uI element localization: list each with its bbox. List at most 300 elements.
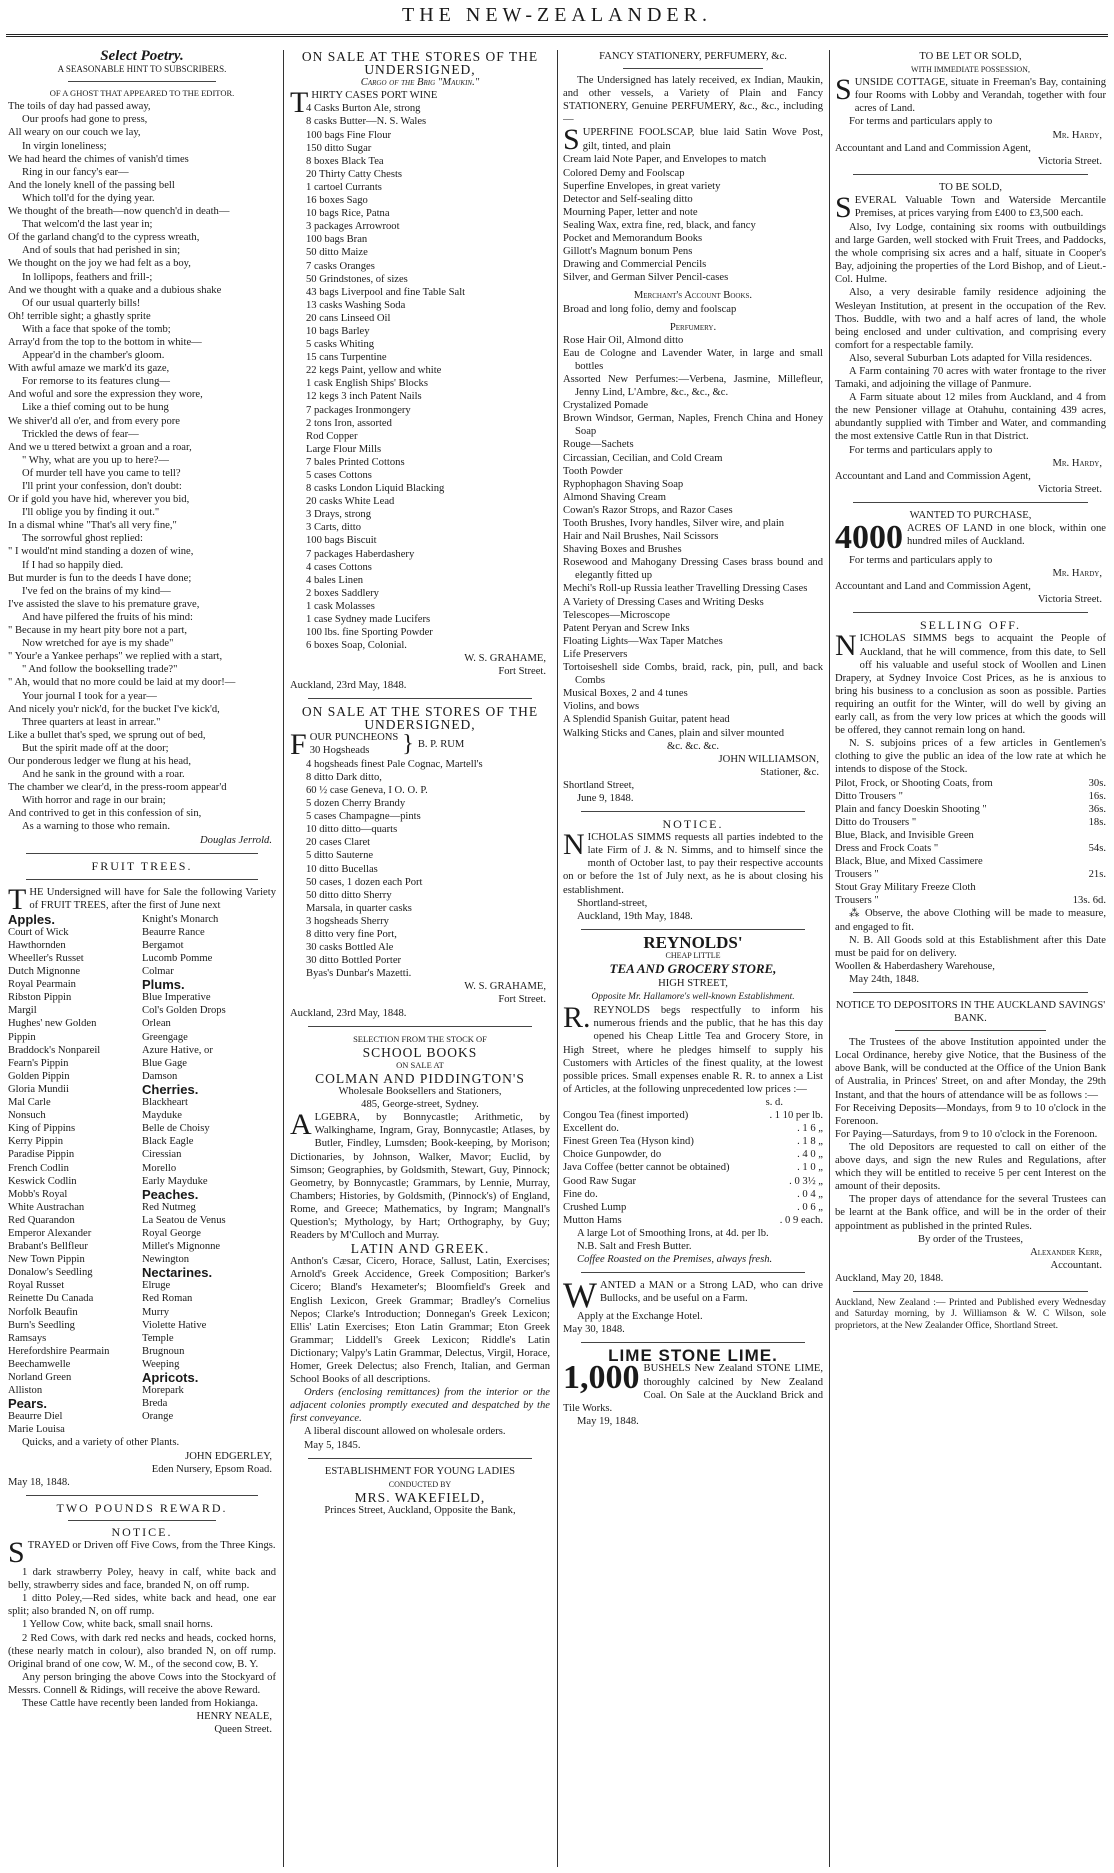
- sale-item: 100 bags Bran: [306, 234, 368, 246]
- drop-cap: T: [290, 86, 309, 120]
- strayed-item: 1 dark strawberry Poley, heavy in calf, white back and belly, strawberry sides and face, branded N, on off rump.: [8, 1567, 276, 1592]
- poem-line: I've fed on the brains of my kind—: [22, 585, 171, 597]
- fruit-item: Marie Louisa: [8, 1424, 65, 1436]
- price-row: [563, 1188, 823, 1201]
- want-sig-name: Mr. Hardy,: [1052, 568, 1102, 580]
- fruit-item: King of Pippins: [8, 1123, 76, 1135]
- fruit-item: Royal Russet: [8, 1280, 65, 1292]
- perfumery-item: A Variety of Dressing Cases and Writing Desks: [563, 596, 764, 608]
- fruit-item: Newington: [142, 1254, 190, 1266]
- drop-cap: F: [290, 727, 307, 761]
- fruit-item: Black Eagle: [142, 1136, 194, 1148]
- sell-observe: ⁂ Observe, the above Clothing will be made to measure, and engaged to fit.: [835, 908, 1106, 933]
- fancy-first: UPERFINE FOOLSCAP, blue laid Satin Wove Post, gilt, tinted, and plain: [582, 127, 823, 152]
- fruit-item: Norfolk Beaufin: [8, 1306, 78, 1318]
- reynolds-street: HIGH STREET,: [658, 978, 728, 990]
- column-4: [835, 50, 1106, 1867]
- sale1-first: HIRTY CASES PORT WINE: [311, 90, 438, 102]
- price-row-label: Ditto Trousers ": [835, 790, 903, 802]
- lime-title: LIME STONE LIME.: [608, 1346, 778, 1366]
- fruit-item: Morepark: [142, 1385, 184, 1397]
- lime-date: May 19, 1848.: [577, 1415, 639, 1427]
- depositors-receive: For Receiving Deposits—Mondays, from 9 to 10 o'clock in the Forenoon.: [835, 1102, 1106, 1127]
- price-row-value: 18s.: [1088, 816, 1106, 828]
- reynolds-sd: s. d.: [765, 1096, 783, 1108]
- sale-item: 7 packages Haberdashery: [306, 548, 415, 560]
- sale-item: 5 cases Champagne—pints: [306, 811, 421, 823]
- stationery-item: Silver, and German Silver Pencil-cases: [563, 272, 729, 284]
- stationery-item: Cream laid Note Paper, and Envelopes to match: [563, 154, 767, 166]
- depositors-p3: The proper days of attendance for the several Trustees can be learnt at the Bank office, and will be in the order of their appointment as published in the printed Rules.: [835, 1194, 1106, 1232]
- sale-item: 150 ditto Sugar: [306, 142, 372, 154]
- masthead-rule: [6, 34, 1108, 37]
- perfumery-item: Brown Windsor, German, Naples, French China and Honey Soap: [563, 413, 823, 438]
- sale-item: 3 packages Arrowroot: [306, 221, 400, 233]
- sale-item: 6 boxes Soap, Colonial.: [306, 640, 407, 652]
- column-3: [563, 50, 823, 1867]
- poem-line: We had heard the chimes of vanish'd times: [8, 153, 189, 165]
- column-divider: [283, 50, 284, 1867]
- poem-line: Our ponderous ledger we flung at his head,: [8, 755, 191, 767]
- books-address: 485, George-street, Sydney.: [361, 1099, 479, 1111]
- fruit-intro: HE Undersigned will have for Sale the following Variety of FRUIT TREES, after the first of June next: [29, 886, 276, 911]
- fruit-list-left: [8, 913, 142, 1437]
- fruit-item: Court of Wick: [8, 926, 69, 938]
- sale-item: 100 bags Biscuit: [306, 535, 377, 547]
- price-row: [563, 1175, 823, 1188]
- poem-line: And have pilfered the fruits of his mind:: [22, 611, 193, 623]
- fruit-item: Burn's Seedling: [8, 1319, 75, 1331]
- sell-warehouse: Woollen & Haberdashery Warehouse,: [835, 960, 995, 972]
- stationery-item: Colored Demy and Foolscap: [563, 167, 685, 179]
- fruit-item: Beechamwelle: [8, 1358, 71, 1370]
- sale-item: 8 ditto Dark ditto,: [306, 771, 382, 783]
- perfumery-item: Telescopes—Microscope: [563, 609, 670, 621]
- sale-item: 5 casks Whiting: [306, 339, 375, 351]
- strayed-item: Any person bringing the above Cows into the Stockyard of Messrs. Connell & Ridings, will receive the above Reward.: [8, 1671, 276, 1696]
- fruit-item: Beaurre Diel: [8, 1411, 63, 1423]
- price-row: [835, 881, 1106, 894]
- notice-text: ICHOLAS SIMMS requests all parties indebted to the late Firm of J. & N. Simms, and to himself since the month of October last, to pay their respective accounts on or before the 1st of July next, as he is about closing his establishment.: [563, 832, 823, 896]
- poem-line: And contrived to get in this confession of sin,: [8, 808, 202, 820]
- sale-item: 5 ditto Sauterne: [306, 850, 374, 862]
- strayed-address: Queen Street.: [214, 1724, 272, 1736]
- reward-title: TWO POUNDS REWARD.: [56, 1500, 228, 1515]
- poem-line: Which toll'd for the dying year.: [22, 192, 155, 204]
- sale-item: 20 cans Linseed Oil: [306, 312, 391, 324]
- est-conducted: CONDUCTED BY: [388, 1479, 452, 1489]
- fruit-item: Orlean: [142, 1018, 171, 1030]
- fruit-item: Golden Pippin: [8, 1070, 70, 1082]
- reynolds-sub: CHEAP LITTLE: [665, 950, 721, 960]
- lime-text: BUSHELS New Zealand STONE LIME, thoroughly calcined by New Zealand Coal. On Sale at the Auckland Brick and Tile Works.: [563, 1363, 823, 1414]
- price-row-value: . 0 6 „: [797, 1201, 823, 1213]
- sell-title: SELLING OFF.: [919, 618, 1022, 633]
- fruit-item: Margil: [8, 1005, 37, 1017]
- poem-line: Of the garland chang'd to the cypress wreath,: [8, 232, 200, 244]
- fruit-item: Lucomb Pomme: [142, 953, 213, 964]
- perfumery-item: Cowan's Razor Strops, and Razor Cases: [563, 504, 733, 516]
- price-row-label: Stout Gray Military Freeze Cloth: [835, 882, 976, 894]
- sale-item: 20 cases Claret: [306, 837, 371, 849]
- drop-cap: N: [835, 629, 857, 663]
- price-row-label: Trousers ": [835, 895, 879, 907]
- sold-apply: For terms and particulars apply to: [849, 444, 993, 456]
- fruit-item: Brugnoun: [142, 1345, 185, 1357]
- poem-line: The chamber we clear'd, in the press-room appear'd: [8, 782, 227, 794]
- fruit-item: Colmar: [142, 966, 174, 978]
- perfumery-item: Eau de Cologne and Lavender Water, in large and small bottles: [563, 347, 823, 372]
- want-sig-title: Accountant and Land and Commission Agent,: [835, 581, 1031, 593]
- reynolds-title2: TEA AND GROCERY STORE,: [609, 961, 777, 976]
- sale1-subtitle: Cargo of the Brig "Maukin.": [360, 77, 480, 89]
- price-row-label: Fine do.: [563, 1188, 598, 1200]
- sale2-first2: 30 Hogsheads: [309, 744, 370, 756]
- poem-line: We thought on the joy we had felt as a boy,: [8, 258, 191, 270]
- poem-line: Our proofs had gone to press,: [22, 114, 148, 126]
- poem-author: Douglas Jerrold.: [200, 834, 272, 846]
- poem-line: With awful amaze we mark'd its gaze,: [8, 363, 170, 375]
- fruit-item: Millet's Mignonne: [142, 1241, 221, 1253]
- poem-line: Appear'd in the chamber's gloom.: [22, 350, 165, 362]
- drop-cap: W: [563, 1275, 597, 1316]
- sale2-date: Auckland, 23rd May, 1848.: [290, 1007, 407, 1019]
- sale-item: 100 bags Fine Flour: [306, 129, 392, 141]
- poem-line: Now wretched for aye is my shade": [22, 638, 174, 650]
- fruit-item: Dutch Mignonne: [8, 966, 81, 978]
- sale-item: 5 cases Cottons: [306, 470, 372, 481]
- sale-item: 60 ½ case Geneva, I O. O. P.: [306, 784, 428, 796]
- est-name: MRS. WAKEFIELD,: [354, 1489, 486, 1505]
- price-row-label: Black, Blue, and Mixed Cassimere: [835, 856, 983, 868]
- want-title: WANTED TO PURCHASE,: [909, 509, 1032, 521]
- fruit-item: Belle de Choisy: [142, 1123, 210, 1135]
- poem-line: I've assisted the slave to his premature grave,: [8, 598, 200, 610]
- drop-cap: R.: [563, 1001, 591, 1035]
- price-row: [835, 894, 1106, 907]
- price-row-value: . 0 3½ „: [789, 1175, 823, 1187]
- fancy-intro: The Undersigned has lately received, ex Indian, Maukin, and other vessels, a Variety of Plain and Fancy STATIONERY, Genuine PERFUMERY, &c., &c., including—: [563, 75, 823, 126]
- fruit-item: Reinette Du Canada: [8, 1293, 94, 1305]
- perfumery-item: Ryphophagon Shaving Soap: [563, 478, 684, 490]
- sale-item: 1 case Sydney made Lucifers: [306, 614, 431, 626]
- perfumery-item: Rose Hair Oil, Almond ditto: [563, 334, 684, 346]
- price-row: [835, 868, 1106, 881]
- price-row-value: . 0 9 each.: [779, 1214, 823, 1226]
- lime-quantity: 1,000: [563, 1359, 640, 1397]
- perfumery-item: Tortoiseshell side Combs, braid, rack, pin, pull, and back Combs: [563, 662, 823, 687]
- fruit-address: Eden Nursery, Epsom Road.: [151, 1463, 272, 1475]
- fruit-item: Red Roman: [142, 1293, 193, 1305]
- sale-item: 13 casks Washing Soda: [306, 299, 406, 311]
- price-row-value: . 1 8 „: [797, 1136, 823, 1148]
- sold-p2: Also, Ivy Lodge, containing six rooms with outbuildings and large Garden, well stocked with Fruit Trees, and Paddocks, the whole comprising six acres and a half, situate in Cooper's Bay, adjoining the properties of the Lord Bishop, and of Lieut.-Col. Hulme.: [835, 221, 1106, 286]
- reynolds-opposite: Opposite Mr. Hallamore's well-known Establishment.: [591, 992, 795, 1003]
- sale2-title: ON SALE AT THE STORES OF THE UNDERSIGNED,: [301, 703, 539, 732]
- fruit-item: Breda: [142, 1398, 168, 1410]
- drop-cap: S: [835, 73, 852, 107]
- depositors-sig-name: Alexander Kerr,: [1030, 1246, 1102, 1258]
- poem-line: Your journal I took for a year—: [22, 690, 157, 702]
- perfumery-item: Violins, and bows: [563, 701, 640, 713]
- poem-line: Like a bullet that's sped, we sprung out of bed,: [8, 729, 206, 741]
- depositors-by: By order of the Trustees,: [917, 1233, 1024, 1245]
- sale-item: 100 lbs. fine Sporting Powder: [306, 627, 433, 639]
- poem-line: With a face that spoke of the tomb;: [22, 323, 171, 335]
- perfumery-item: Assorted New Perfumes:—Verbena, Jasmine, Millefleur, Jenny Lind, L'Ambre, &c., &c., &c.: [563, 373, 823, 399]
- fruit-heading-apricots: Apricots.: [142, 1370, 199, 1385]
- poem-line: Ring in our fancy's ear—: [22, 166, 129, 178]
- sale2-first: OUR PUNCHEONS: [309, 731, 399, 743]
- fruit-item: La Seatou de Venus: [142, 1214, 226, 1226]
- poem-line: " Your'e a Yankee perhaps" we replied with a start,: [8, 651, 223, 663]
- poem: [8, 100, 276, 833]
- depositors-date: Auckland, May 20, 1848.: [835, 1272, 944, 1284]
- price-row-value: 36s.: [1088, 803, 1106, 815]
- poem-line: In lollipops, feathers and frill-;: [22, 271, 153, 283]
- perfumery-items: [563, 334, 823, 740]
- sale-item: 8 casks Butter—N. S. Wales: [306, 116, 427, 128]
- sale-item: 50 ditto ditto Sherry: [306, 889, 392, 901]
- fruit-item: Early Mayduke: [142, 1175, 208, 1187]
- let-title: TO BE LET OR SOLD,: [919, 51, 1022, 62]
- price-row-value: 30s.: [1088, 777, 1106, 789]
- sale-item: 30 casks Bottled Ale: [306, 942, 394, 954]
- price-row-value: 13s. 6d.: [1072, 895, 1106, 907]
- sale-item: 3 Carts, ditto: [306, 522, 362, 534]
- drop-cap: S: [8, 1536, 25, 1570]
- sell-price-list: [835, 777, 1106, 908]
- strayed-item: 2 Red Cows, with dark red necks and heads, cocked horns, (these nearly match in colour), also branded N, on off rump. Original brand of one cow, W. M., of the second cow, B. Y.: [8, 1632, 276, 1670]
- sale-item: 10 bags Barley: [306, 325, 370, 337]
- strayed-intro: TRAYED or Driven off Five Cows, from the Three Kings.: [27, 1540, 276, 1552]
- sale-item: 7 packages Ironmongery: [306, 404, 411, 416]
- price-row-label: Congou Tea (finest imported): [563, 1110, 689, 1122]
- sale-item: 7 casks Oranges: [306, 260, 375, 272]
- poem-line: As a warning to those who remain.: [22, 821, 170, 833]
- sale1-items: [290, 102, 550, 652]
- sell-text: ICHOLAS SIMMS begs to acquaint the People of Auckland, that he will commence, from this date, to Sell off his valuable and useful stock of Woollen and Linen Drapery, at Sydney Invoice Cost Prices, as he is anxious to bring his business to a conclusion as soon as possible. Parties requiring an outfit for the Winter, will do well by giving an early call, as from the very low prices at which the goods will be offered, they cannot remain long on hand.: [835, 633, 1106, 737]
- poem-line: In virgin loneliness;: [22, 140, 107, 152]
- let-apply: For terms and particulars apply to: [849, 116, 993, 128]
- fruit-end: Quicks, and a variety of other Plants.: [22, 1437, 180, 1449]
- fruit-heading-plums: Plums.: [142, 977, 185, 993]
- sale-item: 4 cases Cottons: [306, 561, 372, 573]
- fruit-item: Donalow's Seedling: [8, 1267, 93, 1279]
- fruit-item: Ciressian: [142, 1149, 182, 1161]
- perfumery-item: Shaving Boxes and Brushes: [563, 544, 682, 556]
- est-title: ESTABLISHMENT FOR YOUNG LADIES: [324, 1465, 516, 1477]
- sale-item: 4 hogsheads finest Pale Cognac, Martell's: [306, 758, 483, 770]
- perfumery-item: Mechi's Roll-up Russia leather Travelling Dressing Cases: [563, 583, 808, 595]
- merchant-heading: Merchant's Account Books.: [633, 290, 753, 302]
- wanted-apply: Apply at the Exchange Hotel.: [577, 1311, 703, 1323]
- price-row: [835, 855, 1106, 868]
- est-address: Princes Street, Auckland, Opposite the Bank,: [324, 1504, 516, 1516]
- strayed-item: 1 ditto Poley,—Red sides, white back and head, one ear split; also branded N, on off rump.: [8, 1593, 276, 1618]
- perfumery-item: Almond Shaving Cream: [563, 491, 666, 503]
- stationery-item: Pocket and Memorandum Books: [563, 233, 703, 245]
- poem-line: " I would'nt mind standing a dozen of wine,: [8, 546, 194, 558]
- poetry-heading: Select Poetry.: [100, 50, 184, 64]
- poem-line: In a dismal whine "That's all very fine,": [8, 520, 177, 532]
- fruit-item: Red Quarandon: [8, 1214, 75, 1226]
- sold-p5: A Farm containing 70 acres with water frontage to the river Tamaki, and adjoining the village of Panmure.: [835, 365, 1106, 391]
- sale-item: 4 bales Linen: [306, 574, 364, 586]
- poem-line: With horror and rage in our brain;: [22, 795, 166, 807]
- sale-item: 1 cask Molasses: [306, 600, 375, 612]
- price-row: [563, 1214, 823, 1227]
- sold-p3: Also, a very desirable family residence adjoining the Wesleyan Institution, at present in the occupation of the Rev. Thos. Buddle, with two and a half acres of land, the whole being enclosed and under cultivation, and comprising every comfort for a respectable family.: [835, 287, 1106, 351]
- fruit-item: Brabant's Bellfleur: [8, 1241, 88, 1253]
- sale-item: 10 bags Rice, Patna: [306, 208, 390, 220]
- fruit-item: Greengage: [142, 1031, 188, 1043]
- perfumery-item: Rouge—Sachets: [563, 439, 634, 451]
- sale2-brace: B. P. RUM: [417, 738, 465, 750]
- depositors-pay: For Paying—Saturdays, from 9 to 10 o'clock in the Forenoon.: [835, 1128, 1098, 1140]
- fruit-item: Bergamot: [142, 939, 184, 951]
- strayed-signature: HENRY NEALE,: [196, 1711, 272, 1723]
- poem-line: But murder is fun to the deeds I have done;: [8, 572, 192, 584]
- reynolds-title: REYNOLDS': [643, 932, 743, 952]
- fruit-item: Royal Pearmain: [8, 979, 76, 991]
- want-text: ACRES OF LAND in one block, within one hundred miles of Auckland.: [907, 523, 1106, 548]
- sale-item: 43 bags Liverpool and fine Table Salt: [306, 286, 466, 298]
- price-row-label: Trousers ": [835, 869, 879, 881]
- price-row: [563, 1122, 823, 1135]
- fruit-item: Emperor Alexander: [8, 1227, 92, 1239]
- perfumery-item: Tooth Powder: [563, 465, 623, 477]
- sold-sig-street: Victoria Street.: [1037, 483, 1102, 495]
- fruit-item: Azure Hative, or: [142, 1044, 213, 1056]
- fruit-item: Blue Gage: [142, 1057, 188, 1069]
- poem-line: That welcom'd the last year in;: [22, 219, 153, 231]
- perfumery-heading: Perfumery.: [669, 321, 717, 333]
- sale2-signature: W. S. GRAHAME,: [464, 981, 546, 993]
- poem-line: But the spirit made off at the door;: [22, 742, 169, 754]
- sale-item: 8 ditto very fine Port,: [306, 929, 397, 940]
- perfumery-place: Shortland Street,: [563, 779, 635, 791]
- perfumery-item: Floating Lights—Wax Taper Matches: [563, 635, 723, 647]
- fruit-heading-apples: Apples.: [8, 911, 55, 927]
- sale-item: 50 Grindstones, of sizes: [306, 273, 408, 285]
- want-sig-street: Victoria Street.: [1037, 594, 1102, 606]
- fruit-item: Blue Imperative: [142, 992, 211, 1004]
- perfumery-sig-title: Stationer, &c.: [760, 766, 819, 778]
- sold-title: TO BE SOLD,: [938, 181, 1003, 193]
- sell-nb: N. B. All Goods sold at this Establishment after this Date must be paid for on delivery.: [835, 934, 1106, 959]
- want-acres: 4000: [835, 519, 903, 556]
- price-row-label: Plain and fancy Doeskin Shooting ": [835, 803, 987, 815]
- perfumery-item: Crystalized Pomade: [563, 400, 649, 412]
- sold-p6: A Farm situate about 12 miles from Auckland, and 4 from the new Pensioner village at Otahuhu, containing 439 acres, abundantly supplied with Timber and Water, and commanding the most extensive Cattle Run in that District.: [835, 392, 1106, 443]
- column-divider: [557, 50, 558, 1867]
- fruit-item: Hawthornden: [8, 939, 66, 951]
- masthead: THE NEW-ZEALANDER.: [402, 4, 712, 26]
- poem-line: Oh! terrible sight; a ghastly sprite: [8, 310, 151, 322]
- poem-line: All weary on our couch we lay,: [8, 127, 141, 139]
- poem-line: And nicely you'r nick'd, for the bucket I've kick'd,: [8, 703, 220, 715]
- fruit-item: Nonsuch: [8, 1110, 46, 1122]
- fruit-item: Mayduke: [142, 1110, 183, 1122]
- sale-item: 50 ditto Maize: [306, 247, 368, 259]
- sell-p2: N. S. subjoins prices of a few articles in Gentlemen's clothing to give the public an idea of the low rate at which he intends to dispose of the Stock.: [835, 738, 1106, 776]
- poem-line: " Because in my heart pity bore not a part,: [8, 625, 188, 637]
- merchant-text: Broad and long folio, demy and foolscap: [563, 303, 737, 315]
- wanted-date: May 30, 1848.: [563, 1324, 625, 1336]
- fancy-items: [563, 153, 823, 284]
- poem-line: The toils of day had passed away,: [8, 101, 151, 113]
- price-row-label: Finest Green Tea (Hyson kind): [563, 1136, 694, 1148]
- fruit-item: Red Nutmeg: [142, 1201, 196, 1213]
- perfumery-date: June 9, 1848.: [577, 792, 634, 804]
- perfumery-item: Hair and Nail Brushes, Nail Scissors: [563, 531, 719, 543]
- price-row-label: Crushed Lump: [563, 1201, 627, 1213]
- price-row: [835, 790, 1106, 803]
- fruit-heading-cherries: Cherries.: [142, 1081, 199, 1097]
- fruit-heading-nectarines: Nectarines.: [142, 1265, 213, 1281]
- stationery-item: Sealing Wax, extra fine, red, black, and fancy: [563, 219, 756, 231]
- depositors-sig-title: Accountant.: [1050, 1259, 1102, 1271]
- perfumery-item: Walking Sticks and Canes, plain and silver mounted: [563, 727, 784, 739]
- fruit-item: Elruge: [142, 1280, 171, 1292]
- let-sig-name: Mr. Hardy,: [1052, 129, 1102, 141]
- fruit-item: Hughes' new Golden: [8, 1018, 97, 1030]
- reynolds-nb: N.B. Salt and Fresh Butter.: [577, 1240, 692, 1252]
- sale-item: 10 ditto Bucellas: [306, 863, 378, 875]
- let-sig-street: Victoria Street.: [1037, 155, 1102, 167]
- notice-title: NOTICE.: [662, 817, 724, 832]
- poem-line: The sorrowful ghost replied:: [22, 533, 143, 545]
- drop-cap: S: [563, 123, 580, 157]
- stationery-item: Mourning Paper, letter and note: [563, 206, 698, 218]
- fruit-item: Wheeller's Russet: [8, 953, 84, 964]
- fruit-item: Col's Golden Drops: [142, 1005, 226, 1017]
- drop-cap: N: [563, 828, 585, 862]
- price-row: [835, 777, 1106, 790]
- perfumery-item: Rosewood and Mahogany Dressing Cases brass bound and elegantly fitted up: [563, 557, 823, 582]
- fruit-item: Keswick Codlin: [8, 1175, 77, 1187]
- poem-line: I'll oblige you by finding it out.": [22, 507, 160, 519]
- fruit-item: Paradise Pippin: [8, 1149, 75, 1161]
- fruit-item: New Town Pippin: [8, 1254, 85, 1266]
- poem-line: And the lonely knell of the passing bell: [8, 179, 175, 191]
- stationery-item: Drawing and Commercial Pencils: [563, 259, 707, 271]
- sale-item: 22 kegs Paint, yellow and white: [306, 365, 442, 377]
- notice-place: Shortland-street,: [577, 897, 648, 909]
- sale1-title: ON SALE AT THE STORES OF THE UNDERSIGNED,: [301, 50, 539, 78]
- fruit-item: Alliston: [8, 1385, 43, 1397]
- fruit-item: Mobb's Royal: [8, 1188, 68, 1200]
- fruit-heading-pears: Pears.: [8, 1396, 48, 1412]
- price-row-label: Pilot, Frock, or Shooting Coats, from: [835, 777, 993, 789]
- notice-heading: NOTICE.: [111, 1524, 173, 1539]
- fancy-title: FANCY STATIONERY, PERFUMERY, &c.: [599, 51, 787, 62]
- price-row-label: Java Coffee (better cannot be obtained): [563, 1162, 730, 1174]
- poem-line: If I had so happily died.: [22, 559, 124, 571]
- books-title: SCHOOL BOOKS: [362, 1044, 478, 1060]
- sale-item: 4 Casks Burton Ale, strong: [306, 103, 421, 115]
- perfumery-item: A Splendid Spanish Guitar, patent head: [563, 714, 730, 726]
- fruit-item: Ribston Pippin: [8, 992, 72, 1004]
- perfumery-item: Musical Boxes, 2 and 4 tunes: [563, 688, 688, 700]
- sale1-address: Fort Street.: [498, 666, 546, 678]
- poem-line: I'll print your confession, don't doubt:: [22, 481, 182, 492]
- sale2-items: [290, 758, 550, 981]
- sale-item: 3 hogsheads Sherry: [306, 915, 389, 927]
- sold-sig-name: Mr. Hardy,: [1052, 457, 1102, 469]
- price-row: [563, 1161, 823, 1174]
